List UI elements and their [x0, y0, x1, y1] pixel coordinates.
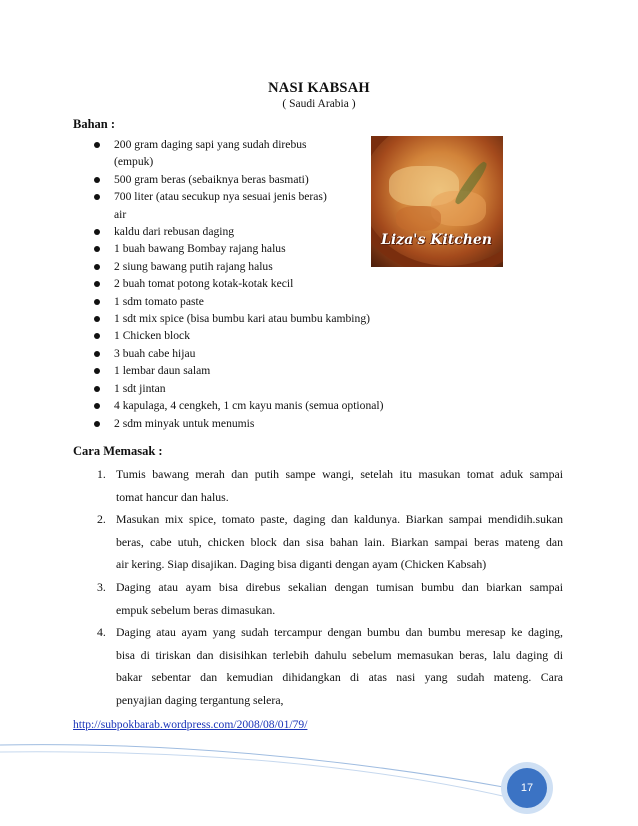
ingredient-item — [93, 415, 383, 432]
step-text: Masukan mix spice, tomato paste, daging dan kaldunya. Biarkan sampai mendidih.sukan — [116, 512, 563, 527]
step-text: Tumis bawang merah dan putih sampe wangi, setelah itu masukan tomat aduk sampai — [116, 467, 563, 481]
ingredient-item — [93, 380, 383, 397]
ingredient-item — [93, 188, 383, 223]
page-number: 17 — [520, 782, 534, 794]
ingredient-text: 3 buah cabe hijau — [114, 346, 196, 360]
ingredient-text: 2 siung bawang putih rajang halus — [114, 259, 273, 273]
ingredient-text: 1 sdm tomato paste — [114, 294, 204, 308]
step-text: tomat hancur dan halus. — [116, 489, 229, 504]
step-text: Daging atau ayam bisa direbus sekalian dengan tumisan bumbu dan biarkan sampai — [116, 579, 563, 594]
ingredient-item — [93, 293, 383, 310]
step-number: 3. — [97, 579, 106, 594]
step-text: Daging atau ayam yang sudah tercampur dengan bumbu dan bumbu meresap ke daging, — [116, 625, 563, 640]
step-text: bisa di tiriskan dan disisihkan terlebih dahulu sebelum memasukan beras, lalu daging di — [116, 647, 563, 662]
ingredient-text: 1 Chicken block — [114, 329, 190, 343]
ingredient-text: 1 lembar daun salam — [114, 364, 211, 378]
ingredient-text: 2 sdm minyak untuk menumis — [114, 416, 255, 430]
source-link[interactable]: http://subpokbarab.wordpress.com/2008/08/01/79/ — [73, 718, 308, 731]
step-number: 1. — [97, 467, 106, 481]
page-subtitle: ( Saudi Arabia ) — [282, 98, 356, 110]
ingredient-text-continued: air — [114, 207, 127, 221]
ingredient-item — [93, 240, 383, 257]
step-text: air kering. Siap disajikan. Daging bisa diganti dengan ayam (Chicken Kabsah) — [116, 557, 487, 572]
page-title: NASI KABSAH — [268, 80, 370, 96]
ingredient-item — [93, 275, 383, 292]
ingredient-item — [93, 171, 383, 188]
ingredient-text: 500 gram beras (sebaiknya beras basmati) — [114, 172, 309, 186]
photo-signature: Liza's Kitchen — [381, 232, 492, 248]
method-heading: Cara Memasak : — [73, 444, 163, 458]
ingredient-text: 2 buah tomat potong kotak-kotak kecil — [114, 277, 294, 291]
ingredient-item — [93, 223, 383, 240]
ingredients-heading: Bahan : — [73, 117, 116, 131]
step-number: 4. — [97, 625, 106, 640]
step-text: penyajian daging tergantung selera, — [116, 692, 284, 707]
ingredient-text: 200 gram daging sapi yang sudah direbus — [114, 138, 307, 151]
ingredient-item — [93, 397, 383, 414]
ingredient-item — [93, 258, 383, 275]
ingredient-item — [93, 310, 383, 327]
method-step — [97, 463, 563, 508]
ingredient-text: 1 buah bawang Bombay rajang halus — [114, 242, 286, 256]
ingredient-text: 1 sdt mix spice (bisa bumbu kari atau bumbu kambing) — [114, 312, 370, 326]
method-step — [97, 621, 563, 711]
ingredient-text: 1 sdt jintan — [114, 381, 166, 395]
ingredient-text-continued: (empuk) — [114, 155, 154, 169]
ingredient-text: kaldu dari rebusan daging — [114, 225, 235, 239]
ingredient-item — [93, 345, 383, 362]
step-text: bakar sebentar dan kemudian dihidangkan di atas nasi yang sudah mateng. Cara — [116, 670, 563, 685]
ingredient-text: 4 kapulaga, 4 cengkeh, 1 cm kayu manis (semua optional) — [114, 399, 384, 413]
step-number: 2. — [97, 512, 106, 527]
dish-photo — [371, 136, 503, 267]
ingredient-text: 700 liter (atau secukup nya sesuai jenis beras) — [114, 190, 327, 204]
step-text: beras, cabe utuh, chicken block dan sisa bahan lain. Biarkan sampai beras mateng dan — [116, 534, 563, 549]
page-number-badge — [507, 768, 547, 808]
method-steps — [97, 463, 563, 712]
method-step — [97, 508, 563, 576]
ingredient-item — [93, 362, 383, 379]
method-step — [97, 576, 563, 621]
rice-texture — [396, 206, 441, 231]
ingredients-list — [93, 136, 383, 432]
ingredient-item — [93, 136, 383, 171]
ingredient-item — [93, 327, 383, 344]
step-text: empuk sebelum beras dimasukan. — [116, 602, 276, 617]
